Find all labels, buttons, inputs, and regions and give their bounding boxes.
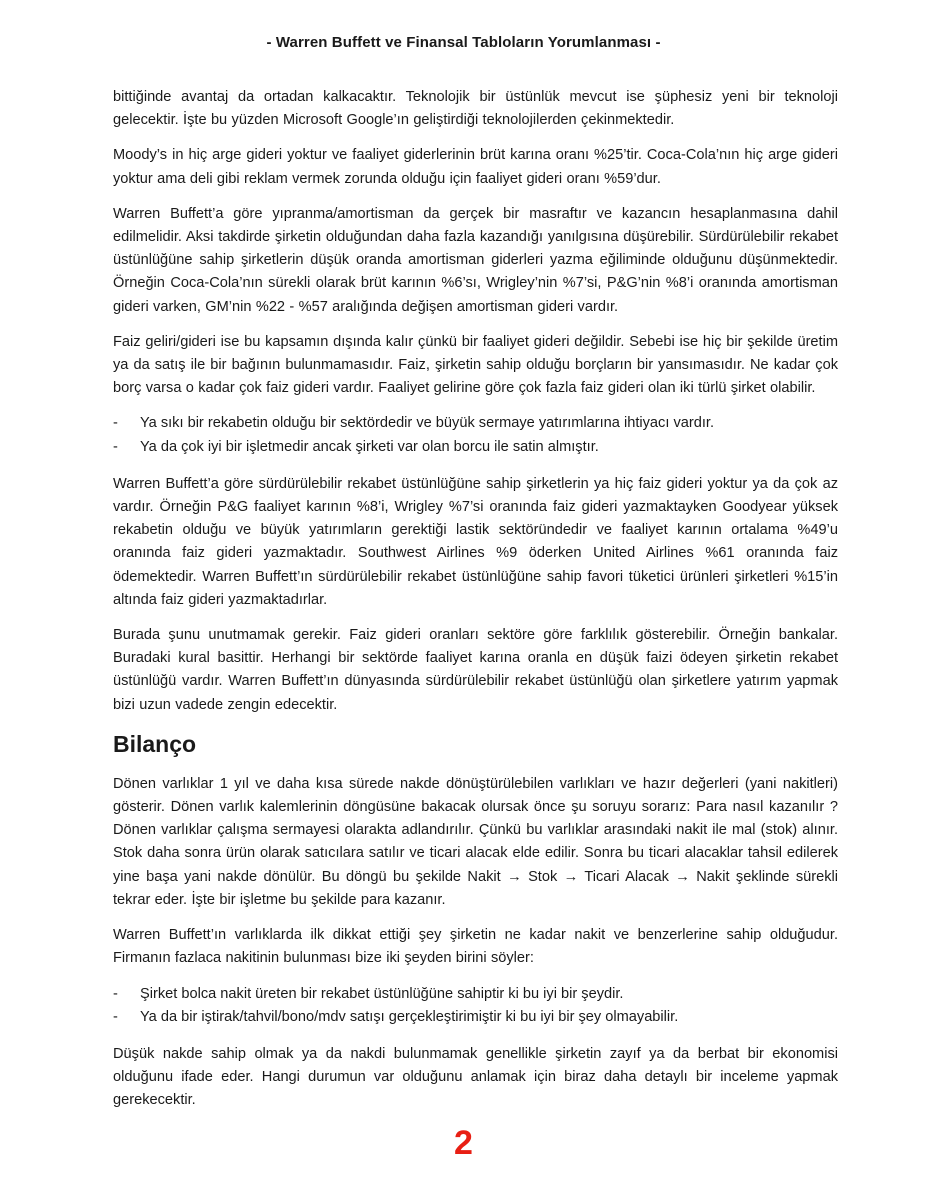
list-item xyxy=(113,436,838,459)
bullet-dash: - xyxy=(113,985,118,1002)
paragraph: Düşük nakde sahip olmak ya da nakdi bulunmamak genellikle şirketin zayıf ya da berbat bir ekonomisi olduğunu ifade eder. Hangi durumun var olduğunu anlamak için biraz daha detaylı bir inceleme yapmak gerekecektir. xyxy=(113,1045,838,1109)
running-header: - Warren Buffett ve Finansal Tabloların Yorumlanması - xyxy=(266,34,661,51)
bullet-list xyxy=(113,983,838,1029)
list-item-text: Ya da bir iştirak/tahvil/bono/mdv satışı gerçekleştirimiştir ki bu iyi bir şey olmayabilir. xyxy=(140,1008,679,1025)
list-item-text: Ya da çok iyi bir işletmedir ancak şirketi var olan borcu ile satin almıştır. xyxy=(140,438,599,455)
paragraph-text: Dönen varlıklar 1 yıl ve daha kısa sürede nakde dönüştürülebilen varlıkları ve hazır değerleri (yani nakitleri) gösterir. Dönen varlık kalemlerinin döngüsüne bakacak olursak önce şu soruyu sorarız: Para nasıl kazanılır ? Dönen varlıklar çalışma sermayesi olarakta adlandırılır. Çünkü bu varlıklar arasındaki nakit ile mal (stok) alınır. Stok daha sonra ürün olarak satıcılara satılır ve ticari alacak elde edilir. Sonra bu ticari alacaklar tahsil edilerek yine başa yani nakde dönülür. Bu döngü bu şekilde Nakit xyxy=(113,775,838,885)
arrow-right-icon: → xyxy=(563,868,579,885)
list-item xyxy=(113,983,838,1006)
paragraph: Faiz geliri/gideri ise bu kapsamın dışında kalır çünkü bir faaliyet gideri değildir. Sebebi ise hiç bir şekilde üretim ya da satış ile bir bağının bulunmamasıdır. Faiz, şirketin sahip olduğu borçların bir yansımasıdır. Ne kadar çok borç varsa o kadar çok faiz gideri vardır. Faaliyet gelirine göre çok fazla faiz gideri olan iki türlü şirket olabilir. xyxy=(113,333,838,397)
bullet-dash: - xyxy=(113,415,118,432)
list-item xyxy=(113,412,838,435)
paragraph: Moody’s in hiç arge gideri yoktur ve faaliyet giderlerinin brüt karına oranı %25’tir. Coca-Cola’nın hiç arge gideri yoktur ama deli gibi reklam vermek zorunda olduğu için faaliyet gideri oranı %59’dur. xyxy=(113,147,838,187)
list-item-text: Şirket bolca nakit üreten bir rekabet üstünlüğüne sahiptir ki bu iyi bir şeydir. xyxy=(140,985,624,1002)
page-content xyxy=(113,86,838,1125)
bullet-dash: - xyxy=(113,1008,118,1025)
bullet-list xyxy=(113,412,838,458)
bullet-dash: - xyxy=(113,438,118,455)
cycle-step-receivable: Ticari Alacak xyxy=(584,868,669,885)
paragraph: bittiğinde avantaj da ortadan kalkacaktır. Teknolojik bir üstünlük mevcut ise şüphesiz yeni bir teknoloji gelecektir. İşte bu yüzden Microsoft Google’ın geliştirdiği teknolojilerden çekinmektedir. xyxy=(113,89,838,129)
paragraph: Burada şunu unutmamak gerekir. Faiz gideri oranları sektöre göre farklılık gösterebilir. Örneğin bankalar. Buradaki kural basittir. Herhangi bir sektörde faaliyet karına oranla en düşük faizi ödeyen şirketin rekabet üstünlüğü vardır. Warren Buffett’ın dünyasında sürdürülebilir rekabet üstünlüğü olan şirketlere yatırım yapmak bizi uzun vadede zengin edecektir. xyxy=(113,627,838,713)
paragraph: Warren Buffett’a göre yıpranma/amortisman da gerçek bir masraftır ve kazancın hesaplanmasına dahil edilmelidir. Aksi takdirde şirketin olduğundan daha fazla kazandığı yanılgısına düşürebilir. Sürdürülebilir rekabet üstünlüğüne sahip şirketlerin düşük oranda amortisman giderleri yazma eğiliminde olduğunu düşünmektedir. Örneğin Coca-Cola’nın sürekli olarak brüt karının %6’sı, Wrigley’nin %7’si, P&G’nin %8’i oranında amortisman gideri varken, GM’nin %22 - %57 aralığında değişen amortisman gideri vardır. xyxy=(113,205,838,315)
arrow-right-icon: → xyxy=(675,868,690,885)
list-item xyxy=(113,1006,838,1029)
paragraph-text: Nakit şeklinde sürekli tekrar eder. İşte bir işletme bu şekilde para kazanır. xyxy=(113,868,838,908)
section-heading: Bilanço xyxy=(113,730,197,757)
cycle-step-stock: Stok xyxy=(528,868,558,885)
arrow-right-icon: → xyxy=(507,868,522,885)
paragraph: Warren Buffett’a göre sürdürülebilir rekabet üstünlüğüne sahip şirketlerin ya hiç faiz gideri yoktur ya da çok az vardır. Örneğin P&G faaliyet karının %8’i, Wrigley %7’si oranında faiz gideri yazmaktayken Goodyear yüksek rekabetin olduğu ve büyük yatırımların gerektiği lastik sektöründedir ve faaliyet karının ortalama %49’u oranında faiz gideri yazmaktadır. Southwest Airlines %9 öderken United Airlines %61 oranında faiz ödemektedir. Warren Buffett’ın sürdürülebilir rekabet üstünlüğüne sahip favori tüketici ürünleri şirketleri %15’in altında faiz gideri yazmaktadırlar. xyxy=(113,475,838,608)
paragraph: Warren Buffett’ın varlıklarda ilk dikkat ettiği şey şirketin ne kadar nakit ve benzerlerine sahip olduğudur. Firmanın fazlaca nakitinin bulunması bize iki şeyden birini söyler: xyxy=(113,927,838,967)
page-number: 2 xyxy=(454,1124,473,1162)
paragraph-cash-cycle xyxy=(113,773,838,912)
list-item-text: Ya sıkı bir rekabetin olduğu bir sektördedir ve büyük sermaye yatırımlarına ihtiyacı vardır. xyxy=(140,415,715,432)
